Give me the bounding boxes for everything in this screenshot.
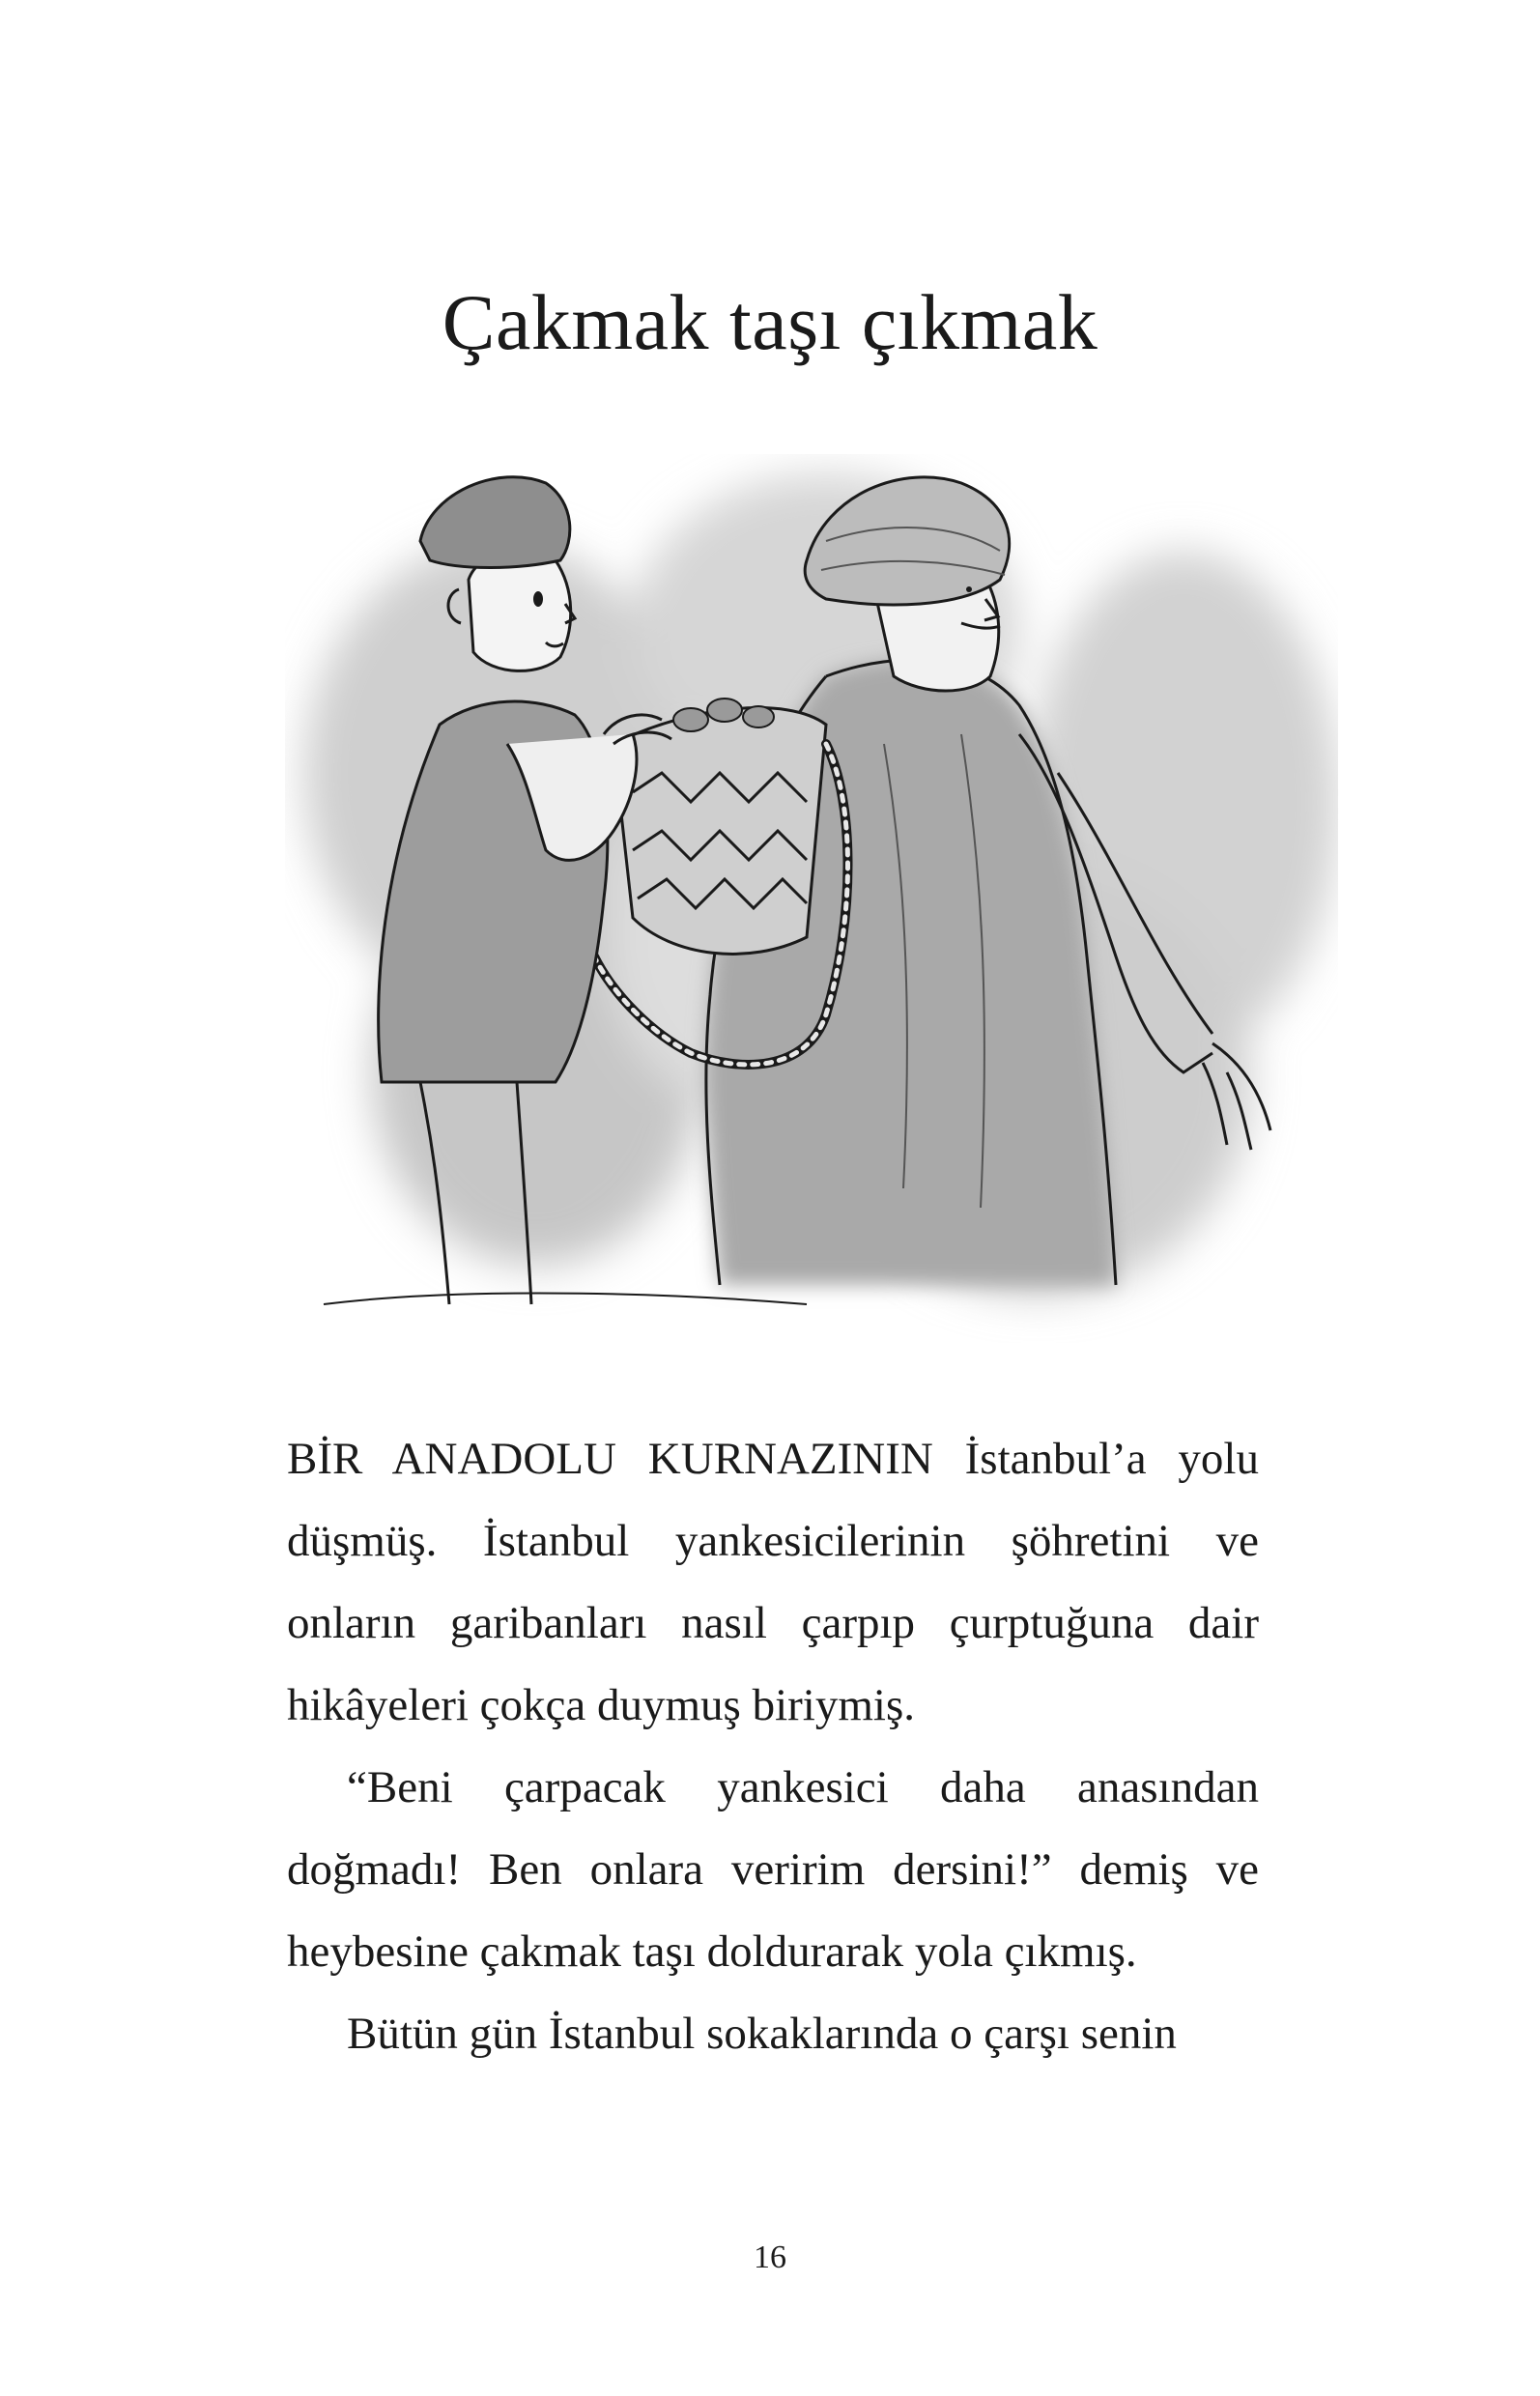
ground-line (324, 1293, 807, 1304)
body-text (287, 1418, 1259, 2075)
paragraph-3: Bütün gün İstanbul sokaklarında o çarşı senin (347, 2009, 1177, 2059)
paragraph-2: “Beni çarpacak yankesici daha anasından doğmadı! Ben onlara veririm dersini!” demiş ve heybesine çakmak taşı doldurarak yola çıkmış. (287, 1762, 1259, 1977)
page-number: 16 (754, 2239, 786, 2275)
paragraph-1: BİR ANADOLU KURNAZININ İstanbul’a yolu düşmüş. İstanbul yankesicilerinin şöhretini ve onların garibanları nasıl çarpıp çurptuğuna dair hikâyeleri çokça duymuş biriymiş. (287, 1434, 1259, 1730)
page-title: Çakmak taşı çıkmak (442, 278, 1098, 366)
boy-and-man-with-basket-icon (285, 454, 1338, 1343)
